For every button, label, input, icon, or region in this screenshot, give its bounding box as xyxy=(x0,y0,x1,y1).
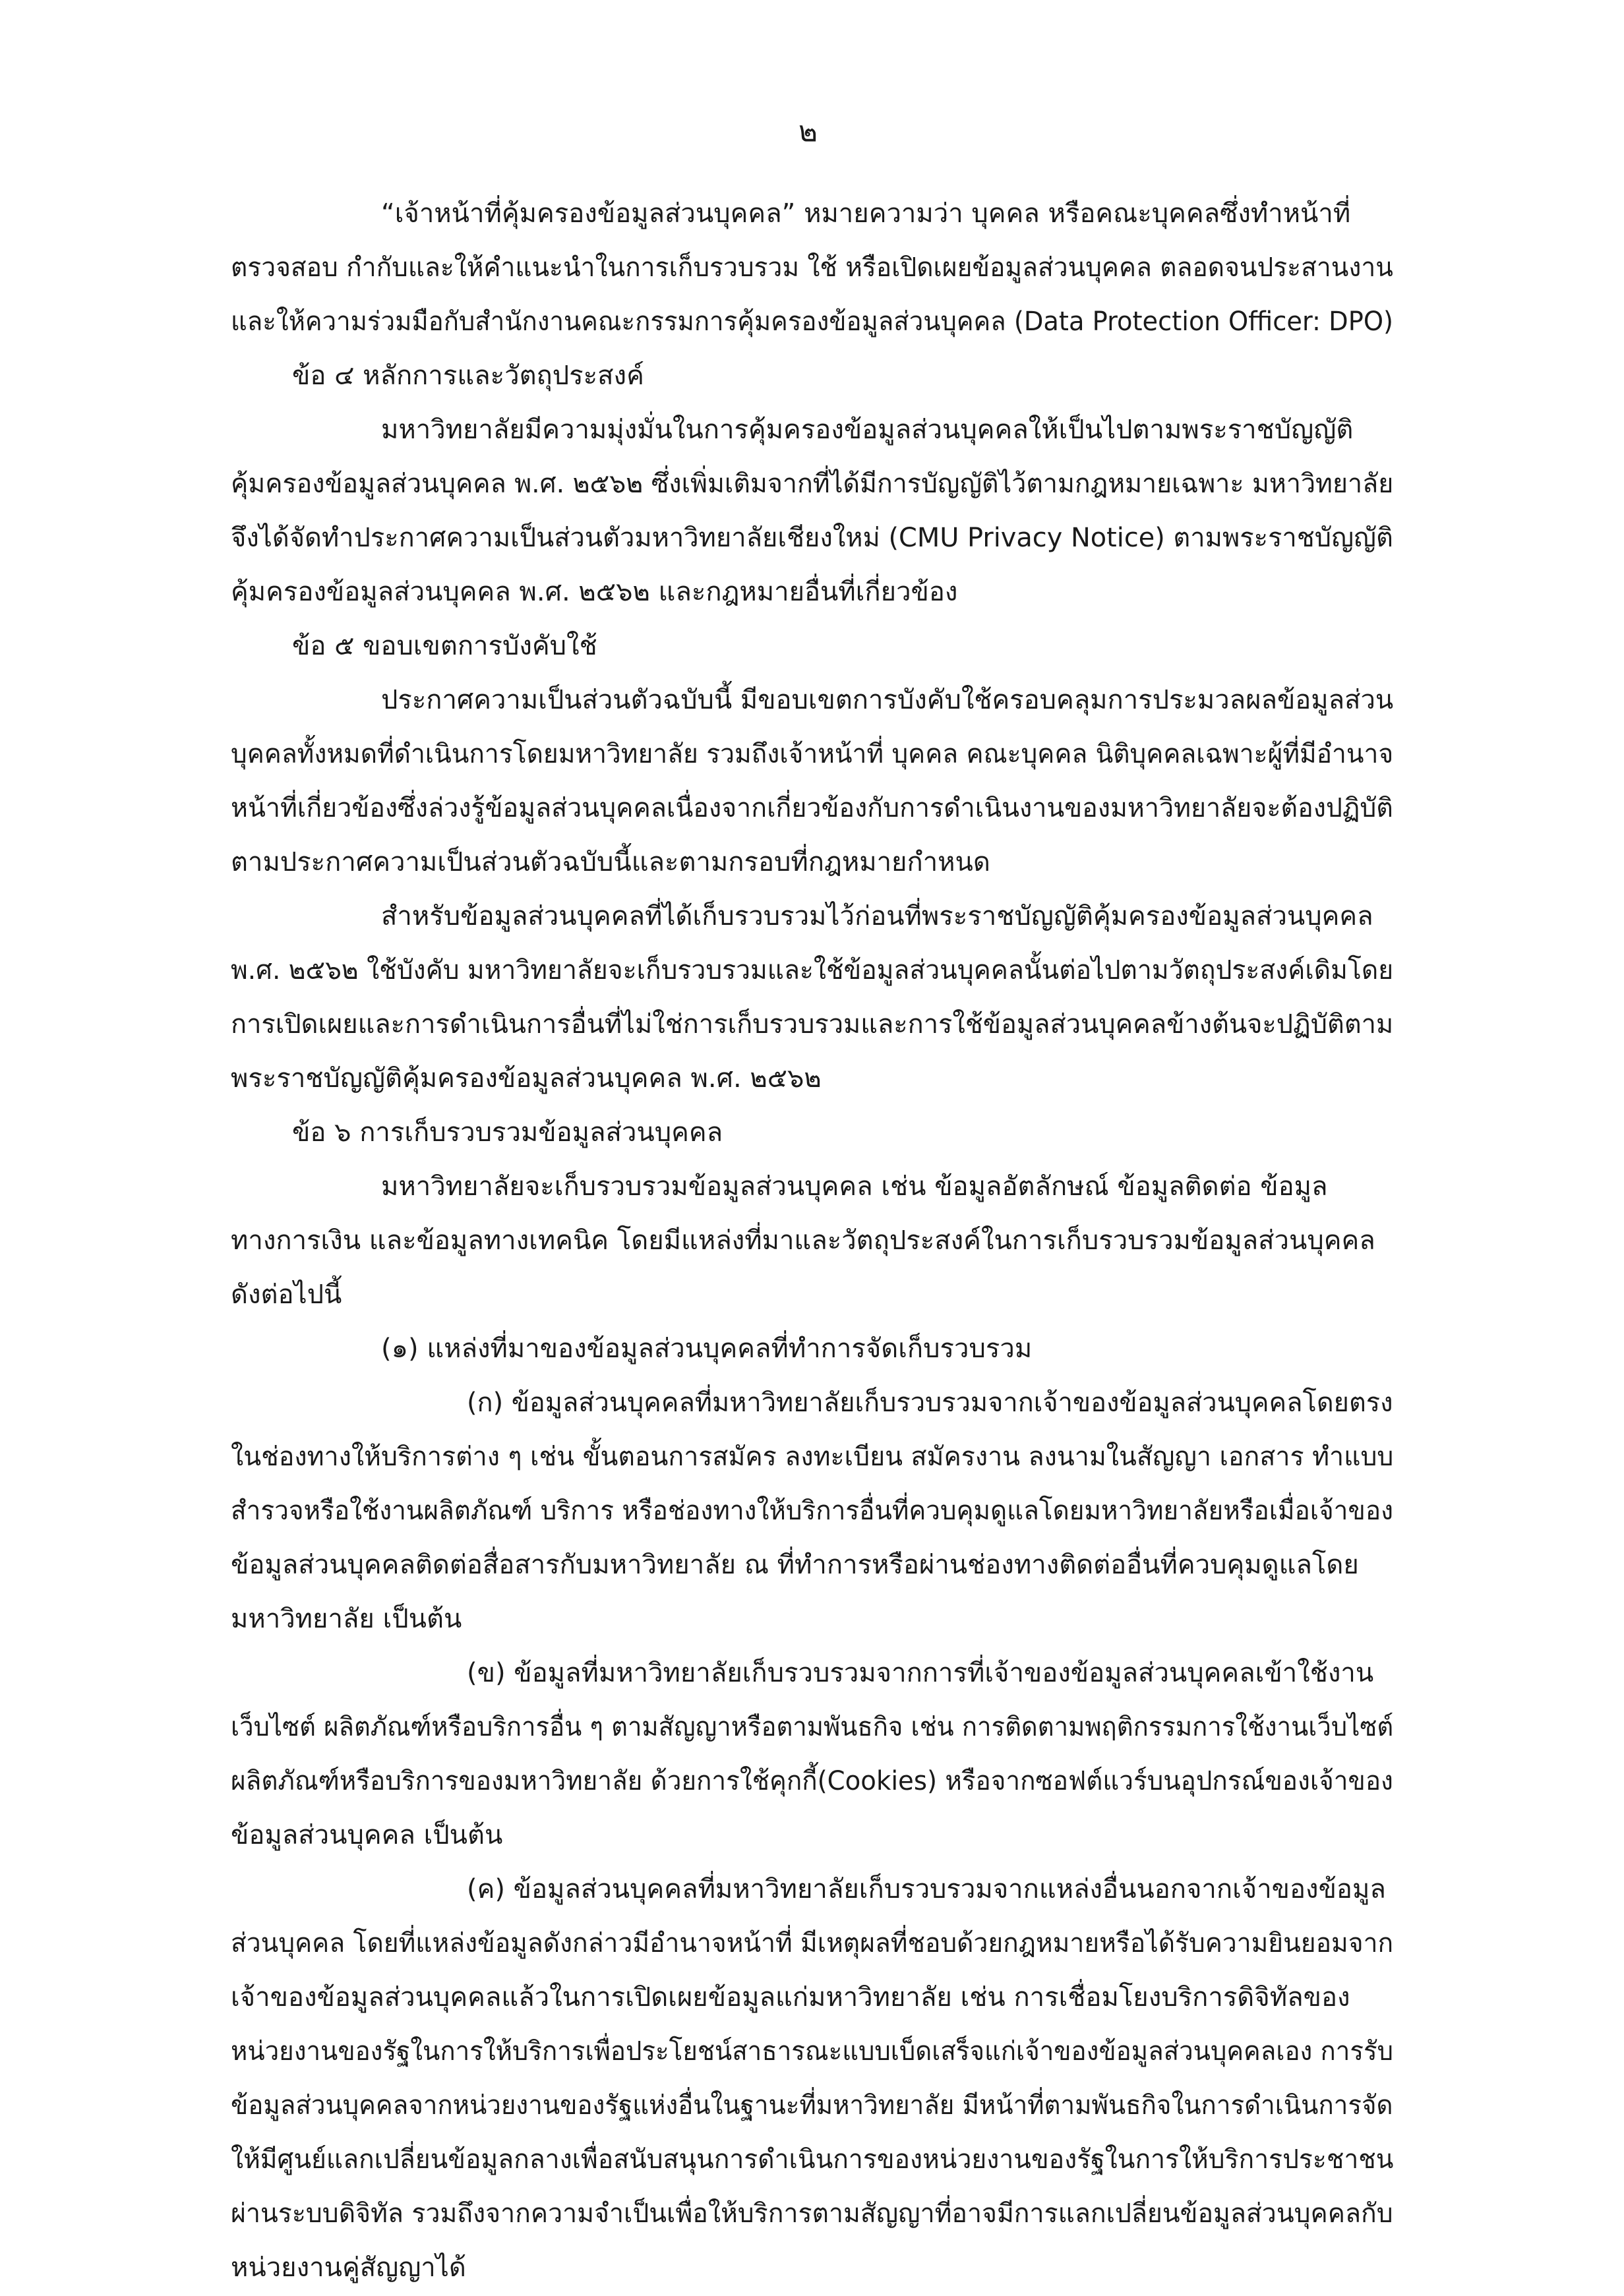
paragraph-line: และให้ความร่วมมือกับสำนักงานคณะกรรมการคุ้มครองข้อมูลส่วนบุคคล (Data Protection Officer: DPO) xyxy=(231,307,1394,337)
paragraph-line: สำรวจหรือใช้งานผลิตภัณฑ์ บริการ หรือช่องทางให้บริการอื่นที่ควบคุมดูแลโดยมหาวิทยาลัยหรือเมื่อเจ้าของ xyxy=(231,1496,1393,1526)
paragraph-line: ส่วนบุคคล โดยที่แหล่งข้อมูลดังกล่าวมีอำนาจหน้าที่ มีเหตุผลที่ชอบด้วยกฎหมายหรือได้รับความยินยอมจาก xyxy=(231,1928,1394,1958)
paragraph-line: เจ้าของข้อมูลส่วนบุคคลแล้วในการเปิดเผยข้อมูลแก่มหาวิทยาลัย เช่น การเชื่อมโยงบริการดิจิทัลของ xyxy=(231,1982,1350,2013)
paragraph-line: เว็บไซต์ ผลิตภัณฑ์หรือบริการอื่น ๆ ตามสัญญาหรือตามพันธกิจ เช่น การติดตามพฤติกรรมการใช้งานเว็บไซต์ xyxy=(231,1712,1394,1742)
page-number: ๒ xyxy=(798,115,818,148)
paragraph-line: ผลิตภัณฑ์หรือบริการของมหาวิทยาลัย ด้วยการใช้คุกกี้(Cookies) หรือจากซอฟต์แวร์บนอุปกรณ์ของเจ้าของ xyxy=(231,1766,1393,1796)
paragraph-line: ทางการเงิน และข้อมูลทางเทคนิค โดยมีแหล่งที่มาและวัตถุประสงค์ในการเก็บรวบรวมข้อมูลส่วนบุคคล xyxy=(231,1225,1375,1256)
paragraph-line: จึงได้จัดทำประกาศความเป็นส่วนตัวมหาวิทยาลัยเชียงใหม่ (CMU Privacy Notice) ตามพระราชบัญญัติ xyxy=(231,523,1393,553)
paragraph-line: คุ้มครองข้อมูลส่วนบุคคล พ.ศ. ๒๕๖๒ ซึ่งเพิ่มเติมจากที่ได้มีการบัญญัติไว้ตามกฎหมายเฉพาะ มหาวิทยาลัย xyxy=(231,469,1394,499)
paragraph-line: หน้าที่เกี่ยวข้องซึ่งล่วงรู้ข้อมูลส่วนบุคคลเนื่องจากเกี่ยวข้องกับการดำเนินงานของมหาวิทยาลัยจะต้องปฏิบัติ xyxy=(231,793,1393,823)
paragraph-line: ข้อมูลส่วนบุคคลติดต่อสื่อสารกับมหาวิทยาลัย ณ ที่ทำการหรือผ่านช่องทางติดต่ออื่นที่ควบคุมดูแลโดย xyxy=(231,1550,1359,1580)
paragraph-line: ตรวจสอบ กำกับและให้คำแนะนำในการเก็บรวบรวม ใช้ หรือเปิดเผยข้อมูลส่วนบุคคล ตลอดจนประสานงาน xyxy=(231,252,1393,283)
paragraph-line: ข้อมูลส่วนบุคคลจากหน่วยงานของรัฐแห่งอื่นในฐานะที่มหาวิทยาลัย มีหน้าที่ตามพันธกิจในการดำเนินการจัด xyxy=(231,2090,1393,2121)
item-line: (ข) ข้อมูลที่มหาวิทยาลัยเก็บรวบรวมจากการที่เจ้าของข้อมูลส่วนบุคคลเข้าใช้งาน xyxy=(467,1658,1374,1688)
subsection-heading: (๑) แหล่งที่มาของข้อมูลส่วนบุคคลที่ทำการจัดเก็บรวบรวม xyxy=(381,1334,1033,1364)
paragraph-line: คุ้มครองข้อมูลส่วนบุคคล พ.ศ. ๒๕๖๒ และกฎหมายอื่นที่เกี่ยวข้อง xyxy=(231,577,958,607)
section-heading: ข้อ ๕ ขอบเขตการบังคับใช้ xyxy=(292,631,597,661)
paragraph-line: พ.ศ. ๒๕๖๒ ใช้บังคับ มหาวิทยาลัยจะเก็บรวบรวมและใช้ข้อมูลส่วนบุคคลนั้นต่อไปตามวัตถุประสงค์เดิมโดย xyxy=(231,955,1394,986)
paragraph-line: มหาวิทยาลัย เป็นต้น xyxy=(231,1604,462,1634)
paragraph-line: ตามประกาศความเป็นส่วนตัวฉบับนี้และตามกรอบที่กฎหมายกำหนด xyxy=(231,847,990,877)
paragraph-line: มหาวิทยาลัยจะเก็บรวบรวมข้อมูลส่วนบุคคล เช่น ข้อมูลอัตลักษณ์ ข้อมูลติดต่อ ข้อมูล xyxy=(381,1171,1328,1202)
paragraph-line: สำหรับข้อมูลส่วนบุคคลที่ได้เก็บรวบรวมไว้ก่อนที่พระราชบัญญัติคุ้มครองข้อมูลส่วนบุคคล xyxy=(381,901,1373,931)
section-heading: ข้อ ๖ การเก็บรวบรวมข้อมูลส่วนบุคคล xyxy=(292,1117,723,1148)
paragraph-line: บุคคลทั้งหมดที่ดำเนินการโดยมหาวิทยาลัย รวมถึงเจ้าหน้าที่ บุคคล คณะบุคคล นิติบุคคลเฉพาะผู้ที่มีอำนาจ xyxy=(231,739,1394,769)
paragraph-line: หน่วยงานคู่สัญญาได้ xyxy=(231,2252,466,2283)
paragraph-line: หน่วยงานของรัฐในการให้บริการเพื่อประโยชน์สาธารณะแบบเบ็ดเสร็จแก่เจ้าของข้อมูลส่วนบุคคลเอง การรับ xyxy=(231,2036,1394,2067)
paragraph-line: ผ่านระบบดิจิทัล รวมถึงจากความจำเป็นเพื่อให้บริการตามสัญญาที่อาจมีการแลกเปลี่ยนข้อมูลส่วนบุคคลกับ xyxy=(231,2198,1393,2229)
paragraph-line: ประกาศความเป็นส่วนตัวฉบับนี้ มีขอบเขตการบังคับใช้ครอบคลุมการประมวลผลข้อมูลส่วน xyxy=(381,685,1394,715)
paragraph-line: การเปิดเผยและการดำเนินการอื่นที่ไม่ใช่การเก็บรวบรวมและการใช้ข้อมูลส่วนบุคคลข้างต้นจะปฏิบัติตาม xyxy=(231,1009,1394,1040)
paragraph-line: ในช่องทางให้บริการต่าง ๆ เช่น ขั้นตอนการสมัคร ลงทะเบียน สมัครงาน ลงนามในสัญญา เอกสาร ทำแบบ xyxy=(231,1442,1394,1472)
item-line: (ก) ข้อมูลส่วนบุคคลที่มหาวิทยาลัยเก็บรวบรวมจากเจ้าของข้อมูลส่วนบุคคลโดยตรง xyxy=(467,1388,1393,1418)
paragraph-line: มหาวิทยาลัยมีความมุ่งมั่นในการคุ้มครองข้อมูลส่วนบุคคลให้เป็นไปตามพระราชบัญญัติ xyxy=(381,415,1354,445)
paragraph-line: ให้มีศูนย์แลกเปลี่ยนข้อมูลกลางเพื่อสนับสนุนการดำเนินการของหน่วยงานของรัฐในการให้บริการประชาชน xyxy=(231,2144,1394,2175)
paragraph-line: ข้อมูลส่วนบุคคล เป็นต้น xyxy=(231,1820,503,1850)
paragraph-line: ดังต่อไปนี้ xyxy=(231,1280,342,1310)
paragraph-line: “เจ้าหน้าที่คุ้มครองข้อมูลส่วนบุคคล” หมายความว่า บุคคล หรือคณะบุคคลซึ่งทำหน้าที่ xyxy=(381,198,1351,229)
section-heading: ข้อ ๔ หลักการและวัตถุประสงค์ xyxy=(292,361,644,391)
paragraph-line: พระราชบัญญัติคุ้มครองข้อมูลส่วนบุคคล พ.ศ. ๒๕๖๒ xyxy=(231,1063,822,1094)
item-line: (ค) ข้อมูลส่วนบุคคลที่มหาวิทยาลัยเก็บรวบรวมจากแหล่งอื่นนอกจากเจ้าของข้อมูล xyxy=(467,1874,1386,1904)
